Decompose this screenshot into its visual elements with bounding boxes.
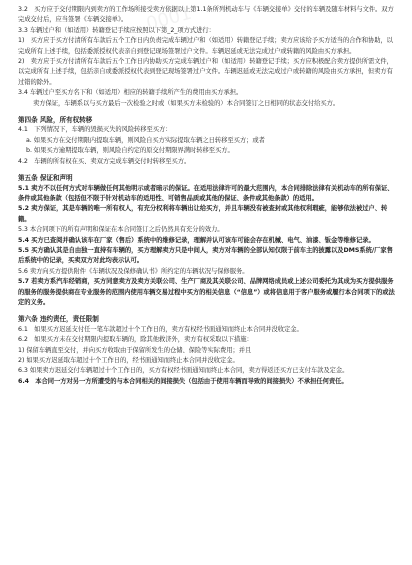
clause-5-2: 5.2 卖方保证，其是车辆的唯一所有权人，有充分权利将车辆出让给买方，并且车辆没有被查封或其他权利瑕疵，能够依法被过户、转籍。: [18, 205, 388, 223]
clause-5-4: 5.4 买方已查阅并确认该车在厂家（售后）系统中的维修记录，理解并认可该车可能会存在机械、电气、油漆、钣金等维修记录。: [18, 236, 375, 244]
clause-6-1: 6.1 如果买方迟延支付任一笔车款超过十个工作日的，卖方有权经书面通知而终止本合同并没收定金。: [18, 325, 303, 333]
clause-5-6: 5.6 卖方向买方提供附件《车辆状况及保修确认书》所约定的车辆状况与保修服务。: [18, 267, 249, 275]
clause-3-3: 3.3 车辆过户和（如适用）转籍登记手续应按照以下第_2_项方式进行：: [18, 26, 215, 34]
clause-4-1: 4.1 下列情况下，车辆的毁损灭失的风险转移至买方：: [18, 126, 172, 134]
clause-4-1-a: a. 如果买方在交付期限内提取车辆，则风险自买方实际提取车辆之日转移至买方；或者: [26, 136, 265, 144]
clause-5-7: 5.7 若卖方系汽车经销商，买方同意卖方及卖方关联公司、生产厂商及其关联公司、品牌网络成员或上述公司委托为其成为买方提供服务的服务的服务提供商在专业服务的范围内使用车辆交易过程中买方的相关信息（“信息”）或将信息用于客户服务或履行本合同项下的或法定的义务。: [18, 278, 395, 306]
document-body: [18, 5, 398, 387]
article-4-title: 第四条 风险，所有权转移: [18, 116, 93, 125]
clause-6-2-1: 1) 保留车辆直至交付，并向买方收取由于保留所发生的仓储、保险等实际费用；并且: [18, 346, 252, 354]
clause-3-4: 3.4 车辆过户至买方名下和（如适用）相应的转籍手续所产生的费用由买方承担。: [18, 89, 243, 97]
clause-6-2-2: 2) 如果买方迟延取车超过十个工作日的，经书面通知而终止本合同并没收定金。: [18, 357, 239, 364]
watermark: 0001: [144, 2, 194, 35]
clause-3-3-option-2: 2) 卖方应于买方付清所有车款后五个工作日内协助买方完成车辆过户和（如适用）转籍登记手续；买方应积极配合卖方提供所需文件，以完成所有上述手续，包括亲自或委派授权代表到登记现场签署过户文件。车辆迟延或无法完成过户或转籍的风险由买方承担，但卖方有过错的除外。: [18, 58, 393, 86]
clause-5-3: 5.3 本合同项下的所有声明和保证在本合同签订之后仍然具有充分的效力。: [18, 226, 224, 234]
clause-4-2: 4.2 车辆的所有权在买、卖双方完成车辆交付时转移至买方。: [18, 157, 191, 165]
clause-6-4: 6.4 本合同一方对另一方所遭受的与本合同相关的间接损失（包括由于使用车辆而导致的间接损失）不承担任何责任。: [18, 377, 348, 385]
clause-3-2: 3.2 买方应于交付期限内到卖方的工作场所接受卖方依据以上第1.1条所列机动车与《车辆交接单》交付的车辆及随车材料与文件。双方完成交付后，应当签署《车辆交接单》。: [18, 6, 394, 24]
clause-3-4-warranty: 卖方保证，车辆系以与买方最后一次检验之时或（如果买方未检验的）本合同签订之日相同的状态交付给买方。: [33, 99, 340, 107]
clause-3-3-option-1: 1) 买方应于买方付清所有车款后五个工作日内负责完成车辆过户和（如适用）转籍登记手续；卖方应该给予买方适当的合作和协助，以完成所有上述手续，包括委派授权代表亲自到登记现场签署过户文件。车辆迟延或无法完成过户或转籍的风险由买方承担。: [18, 37, 393, 55]
clause-6-3: 6.3 如果卖方迟延交付车辆超过十个工作日的，买方有权经书面通知而终止本合同，卖方得返还买方已支付车款及定金。: [18, 367, 349, 375]
clause-5-1: 5.1 卖方不以任何方式对车辆做任何其他明示或者暗示的保证。在适用法律许可的最大范围内，本合同排除法律有关机动车的所有保证、条件或其他条款（包括但不限于针对机动车的适用性、可销售品质或其他的保证、条件或其他条款）的适用。: [18, 184, 394, 202]
clause-6-2: 6.2 如果买方未在交付期限内提取车辆的，除其他救济外，卖方有权采取以下措施：: [18, 336, 253, 344]
clause-5-5: 5.5 买方确认其是自由独一直持有车辆的，买方理解卖方只是中间人，卖方对车辆的全部认知仅限于前车主的披露以及DMS系统/厂家售后系统中的记录，买卖双方对此均表示认可。: [18, 246, 393, 265]
clause-4-1-b: b. 如果买方逾期提取车辆，则风险自约定的原交付期限界满时转移至买方。: [26, 147, 234, 155]
article-5-title: 第五条 保证和声明: [18, 174, 73, 183]
article-6-title: 第六条 违约责任，责任限制: [18, 315, 99, 324]
